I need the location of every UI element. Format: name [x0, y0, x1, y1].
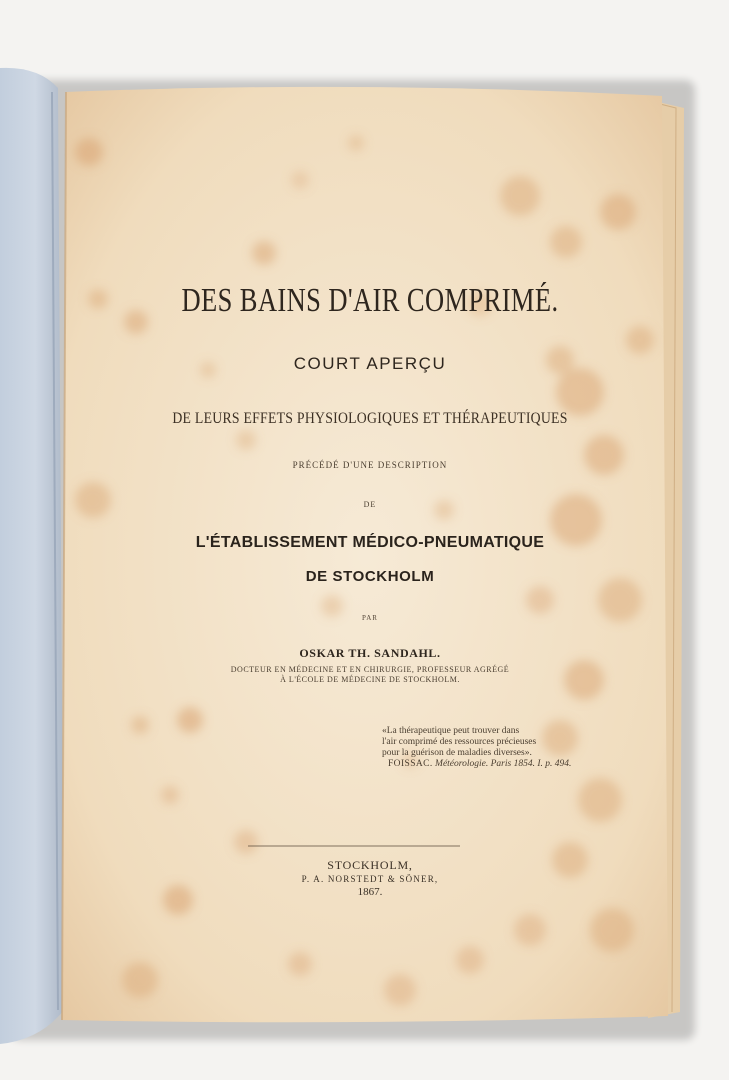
de-line: DE	[363, 500, 377, 509]
par-line: PAR	[362, 614, 378, 622]
book-title: DES BAINS D'AIR COMPRIMÉ.	[181, 282, 559, 319]
imprint-publisher: P. A. NORSTEDT & SÖNER,	[301, 874, 439, 884]
establishment-name: L'ÉTABLISSEMENT MÉDICO-PNEUMATIQUE	[195, 534, 545, 551]
preceded-line: PRÉCÉDÉ D'UNE DESCRIPTION	[292, 460, 448, 470]
epigraph-line-3: pour la guérison de maladies diverses».	[382, 748, 532, 758]
epigraph-source-detail: Météorologie. Paris 1854. I. p. 494.	[435, 759, 572, 769]
imprint-year: 1867.	[357, 886, 383, 898]
author-credential-line-2: À L'ÉCOLE DE MÉDECINE DE STOCKHOLM.	[280, 675, 460, 684]
epigraph-line-1: «La thérapeutique peut trouver dans	[382, 726, 520, 736]
establishment-city: DE STOCKHOLM	[305, 568, 435, 585]
book-subject: DE LEURS EFFETS PHYSIOLOGIQUES ET THÉRAPEUTIQUES	[172, 410, 568, 427]
imprint-city: STOCKHOLM,	[327, 858, 413, 872]
author-credential-line-1: DOCTEUR EN MÉDECINE ET EN CHIRURGIE, PROFESSEUR AGRÉGÉ	[230, 665, 510, 674]
epigraph-source	[382, 759, 592, 770]
epigraph	[382, 726, 592, 770]
epigraph-source-name: FOISSAC.	[388, 759, 433, 769]
author-name: OSKAR TH. SANDAHL.	[299, 646, 441, 660]
epigraph-line-2: l'air comprimé des ressources précieuses	[382, 737, 537, 747]
book-subtitle: COURT APERÇU	[293, 354, 447, 373]
